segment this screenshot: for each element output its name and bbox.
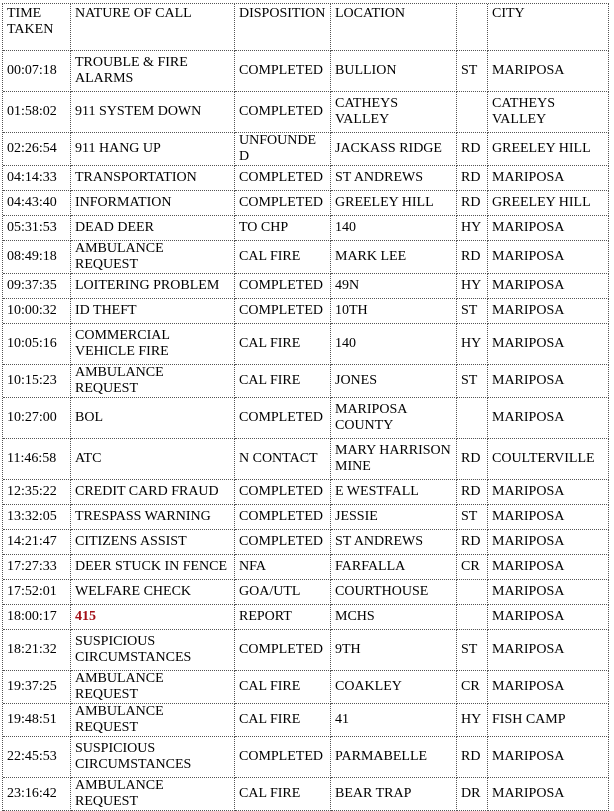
table-row [3, 92, 609, 133]
call-street-suffix: HY [457, 704, 488, 737]
call-disposition: COMPLETED [235, 398, 331, 439]
call-location: BEAR TRAP [331, 778, 457, 811]
call-nature: DEAD DEER [71, 216, 235, 241]
call-time: 19:37:25 [3, 671, 71, 704]
header-nature: NATURE OF CALL [71, 4, 235, 51]
call-log-table [2, 3, 609, 811]
call-city: GREELEY HILL [488, 191, 609, 216]
call-nature: 911 SYSTEM DOWN [71, 92, 235, 133]
call-city: MARIPOSA [488, 480, 609, 505]
call-disposition: COMPLETED [235, 480, 331, 505]
call-city: MARIPOSA [488, 630, 609, 671]
call-city: MARIPOSA [488, 274, 609, 299]
call-time: 04:14:33 [3, 166, 71, 191]
call-disposition: TO CHP [235, 216, 331, 241]
call-nature: 911 HANG UP [71, 133, 235, 166]
call-disposition: CAL FIRE [235, 704, 331, 737]
call-street-suffix: HY [457, 216, 488, 241]
call-city: MARIPOSA [488, 299, 609, 324]
call-time: 05:31:53 [3, 216, 71, 241]
call-disposition: CAL FIRE [235, 671, 331, 704]
call-location: 49N [331, 274, 457, 299]
call-time: 12:35:22 [3, 480, 71, 505]
call-street-suffix: CR [457, 555, 488, 580]
call-nature: CREDIT CARD FRAUD [71, 480, 235, 505]
call-street-suffix: ST [457, 505, 488, 530]
call-nature: SUSPICIOUS CIRCUMSTANCES [71, 737, 235, 778]
call-location: 10TH [331, 299, 457, 324]
table-row [3, 166, 609, 191]
call-nature: ID THEFT [71, 299, 235, 324]
call-time: 01:58:02 [3, 92, 71, 133]
call-street-suffix: ST [457, 630, 488, 671]
call-city: MARIPOSA [488, 605, 609, 630]
call-nature: AMBULANCE REQUEST [71, 365, 235, 398]
call-time: 10:15:23 [3, 365, 71, 398]
header-city: CITY [488, 4, 609, 51]
call-log-sheet [2, 3, 608, 811]
call-nature: TRANSPORTATION [71, 166, 235, 191]
table-row [3, 530, 609, 555]
call-street-suffix: RD [457, 439, 488, 480]
call-location: 41 [331, 704, 457, 737]
call-time: 09:37:35 [3, 274, 71, 299]
call-city: COULTERVILLE [488, 439, 609, 480]
call-street-suffix: DR [457, 778, 488, 811]
call-nature: CITIZENS ASSIST [71, 530, 235, 555]
call-time: 10:05:16 [3, 324, 71, 365]
call-street-suffix: RD [457, 166, 488, 191]
call-nature: BOL [71, 398, 235, 439]
call-disposition: CAL FIRE [235, 778, 331, 811]
call-time: 04:43:40 [3, 191, 71, 216]
call-nature: INFORMATION [71, 191, 235, 216]
call-disposition: COMPLETED [235, 299, 331, 324]
call-location: MARY HARRISON MINE [331, 439, 457, 480]
call-street-suffix: ST [457, 365, 488, 398]
call-disposition: COMPLETED [235, 530, 331, 555]
header-row [3, 4, 609, 51]
call-nature: AMBULANCE REQUEST [71, 241, 235, 274]
call-time: 10:00:32 [3, 299, 71, 324]
call-street-suffix [457, 92, 488, 133]
call-street-suffix: ST [457, 51, 488, 92]
call-time: 14:21:47 [3, 530, 71, 555]
call-street-suffix: ST [457, 299, 488, 324]
call-nature: AMBULANCE REQUEST [71, 671, 235, 704]
call-street-suffix: CR [457, 671, 488, 704]
table-row [3, 480, 609, 505]
call-nature: SUSPICIOUS CIRCUMSTANCES [71, 630, 235, 671]
call-street-suffix [457, 605, 488, 630]
call-nature: TROUBLE & FIRE ALARMS [71, 51, 235, 92]
call-log-body [3, 51, 609, 811]
table-row [3, 671, 609, 704]
call-street-suffix: RD [457, 737, 488, 778]
table-row [3, 605, 609, 630]
call-city: MARIPOSA [488, 737, 609, 778]
call-street-suffix: RD [457, 480, 488, 505]
table-row [3, 737, 609, 778]
header-disposition: DISPOSITION [235, 4, 331, 51]
call-disposition: COMPLETED [235, 191, 331, 216]
call-time: 19:48:51 [3, 704, 71, 737]
table-row [3, 505, 609, 530]
call-time: 17:27:33 [3, 555, 71, 580]
call-nature: ATC [71, 439, 235, 480]
call-city: MARIPOSA [488, 530, 609, 555]
call-location: CATHEYS VALLEY [331, 92, 457, 133]
call-disposition: CAL FIRE [235, 365, 331, 398]
call-city: MARIPOSA [488, 365, 609, 398]
call-city: MARIPOSA [488, 216, 609, 241]
call-nature: 415 [71, 605, 235, 630]
table-row [3, 241, 609, 274]
call-city: MARIPOSA [488, 555, 609, 580]
call-city: FISH CAMP [488, 704, 609, 737]
call-city: MARIPOSA [488, 324, 609, 365]
call-time: 11:46:58 [3, 439, 71, 480]
table-row [3, 365, 609, 398]
table-row [3, 439, 609, 480]
call-location: PARMABELLE [331, 737, 457, 778]
call-time: 00:07:18 [3, 51, 71, 92]
call-time: 18:21:32 [3, 630, 71, 671]
call-location: JACKASS RIDGE [331, 133, 457, 166]
table-row [3, 398, 609, 439]
call-nature: WELFARE CHECK [71, 580, 235, 605]
call-time: 13:32:05 [3, 505, 71, 530]
table-row [3, 274, 609, 299]
call-time: 08:49:18 [3, 241, 71, 274]
call-disposition: NFA [235, 555, 331, 580]
table-row [3, 324, 609, 365]
call-disposition: GOA/UTL [235, 580, 331, 605]
call-city: MARIPOSA [488, 671, 609, 704]
call-disposition: COMPLETED [235, 630, 331, 671]
call-time: 17:52:01 [3, 580, 71, 605]
call-disposition: N CONTACT [235, 439, 331, 480]
call-location: 140 [331, 216, 457, 241]
header-time: TIME TAKEN [3, 4, 71, 51]
table-row [3, 133, 609, 166]
call-nature: AMBULANCE REQUEST [71, 704, 235, 737]
call-street-suffix: RD [457, 133, 488, 166]
call-street-suffix [457, 580, 488, 605]
call-location: E WESTFALL [331, 480, 457, 505]
call-city: MARIPOSA [488, 241, 609, 274]
call-disposition: COMPLETED [235, 92, 331, 133]
call-location: MCHS [331, 605, 457, 630]
call-disposition: COMPLETED [235, 51, 331, 92]
call-city: MARIPOSA [488, 580, 609, 605]
call-city: MARIPOSA [488, 398, 609, 439]
call-city: MARIPOSA [488, 166, 609, 191]
table-row [3, 778, 609, 811]
call-location: 140 [331, 324, 457, 365]
call-location: COAKLEY [331, 671, 457, 704]
table-row [3, 51, 609, 92]
call-nature: AMBULANCE REQUEST [71, 778, 235, 811]
call-street-suffix: RD [457, 530, 488, 555]
call-location: MARIPOSA COUNTY [331, 398, 457, 439]
call-location: BULLION [331, 51, 457, 92]
call-time: 10:27:00 [3, 398, 71, 439]
table-row [3, 630, 609, 671]
call-disposition: COMPLETED [235, 166, 331, 191]
header-suffix [457, 4, 488, 51]
call-street-suffix: RD [457, 241, 488, 274]
table-row [3, 216, 609, 241]
call-disposition: REPORT [235, 605, 331, 630]
call-location: ST ANDREWS [331, 166, 457, 191]
call-disposition: CAL FIRE [235, 324, 331, 365]
table-row [3, 191, 609, 216]
call-time: 18:00:17 [3, 605, 71, 630]
table-row [3, 299, 609, 324]
call-disposition: COMPLETED [235, 737, 331, 778]
call-time: 23:16:42 [3, 778, 71, 811]
call-city: MARIPOSA [488, 505, 609, 530]
call-city: GREELEY HILL [488, 133, 609, 166]
table-row [3, 704, 609, 737]
call-location: MARK LEE [331, 241, 457, 274]
call-disposition: UNFOUNDED [235, 133, 331, 166]
call-location: ST ANDREWS [331, 530, 457, 555]
call-nature: COMMERCIAL VEHICLE FIRE [71, 324, 235, 365]
call-city: MARIPOSA [488, 51, 609, 92]
call-location: 9TH [331, 630, 457, 671]
table-row [3, 555, 609, 580]
header-location: LOCATION [331, 4, 457, 51]
call-street-suffix: RD [457, 191, 488, 216]
call-nature: DEER STUCK IN FENCE [71, 555, 235, 580]
call-street-suffix: HY [457, 274, 488, 299]
call-disposition: CAL FIRE [235, 241, 331, 274]
call-location: JESSIE [331, 505, 457, 530]
call-nature: TRESPASS WARNING [71, 505, 235, 530]
call-city: MARIPOSA [488, 778, 609, 811]
call-street-suffix [457, 398, 488, 439]
call-location: GREELEY HILL [331, 191, 457, 216]
call-city: CATHEYS VALLEY [488, 92, 609, 133]
call-location: FARFALLA [331, 555, 457, 580]
call-nature: LOITERING PROBLEM [71, 274, 235, 299]
call-location: COURTHOUSE [331, 580, 457, 605]
call-location: JONES [331, 365, 457, 398]
call-disposition: COMPLETED [235, 505, 331, 530]
table-row [3, 580, 609, 605]
call-disposition: COMPLETED [235, 274, 331, 299]
call-time: 22:45:53 [3, 737, 71, 778]
call-street-suffix: HY [457, 324, 488, 365]
call-time: 02:26:54 [3, 133, 71, 166]
